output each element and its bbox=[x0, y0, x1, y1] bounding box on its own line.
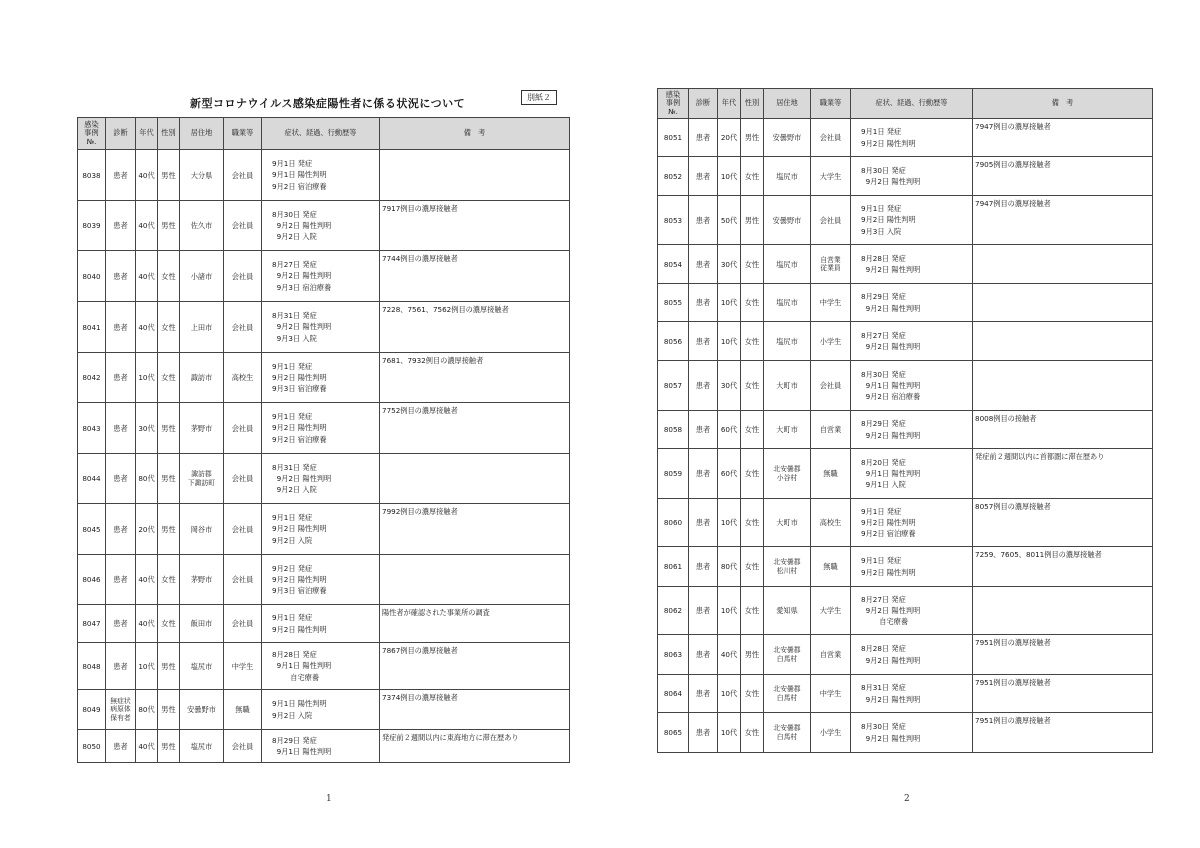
cell-notes: 8008例目の接触者 bbox=[973, 411, 1153, 449]
cell-age-group: 10代 bbox=[136, 643, 158, 690]
cell-residence: 大町市 bbox=[764, 499, 811, 547]
cell-age-group: 40代 bbox=[718, 635, 741, 675]
cell-diagnosis: 患者 bbox=[689, 587, 718, 635]
cell-course: 9月1日 陽性判明 9月2日 入院 bbox=[262, 690, 380, 730]
cell-occupation: 自営業 従業員 bbox=[811, 245, 851, 284]
header-residence: 居住地 bbox=[180, 118, 224, 150]
cell-notes: 7867例目の濃厚接触者 bbox=[380, 643, 570, 690]
cell-notes: 7744例目の濃厚接触者 bbox=[380, 251, 570, 302]
cell-notes: 8057例目の濃厚接触者 bbox=[973, 499, 1153, 547]
cell-course: 9月1日 発症 9月2日 陽性判明 9月2日 入院 bbox=[262, 504, 380, 555]
cell-age-group: 10代 bbox=[718, 499, 741, 547]
cell-age-group: 40代 bbox=[136, 555, 158, 605]
cell-case-number: 8039 bbox=[78, 201, 106, 251]
table-row bbox=[658, 411, 1153, 449]
cell-case-number: 8055 bbox=[658, 284, 689, 322]
cell-course: 8月27日 発症 9月2日 陽性判明 9月3日 宿泊療養 bbox=[262, 251, 380, 302]
cell-notes: 陽性者が確認された事業所の調査 bbox=[380, 605, 570, 643]
cell-case-number: 8063 bbox=[658, 635, 689, 675]
cell-course: 9月1日 発症 9月2日 陽性判明 9月2日 宿泊療養 bbox=[851, 499, 973, 547]
table-row bbox=[658, 547, 1153, 587]
table-row bbox=[78, 605, 570, 643]
cell-sex: 男性 bbox=[158, 504, 180, 555]
cell-sex: 女性 bbox=[741, 587, 764, 635]
cell-occupation: 会社員 bbox=[224, 150, 262, 201]
cell-residence: 安曇野市 bbox=[764, 119, 811, 157]
cell-residence: 諏訪郡 下諏訪町 bbox=[180, 454, 224, 504]
cell-course: 9月1日 発症 9月1日 陽性判明 9月2日 宿泊療養 bbox=[262, 150, 380, 201]
cell-diagnosis: 患者 bbox=[106, 454, 136, 504]
cell-course: 9月1日 発症 9月2日 陽性判明 9月3日 入院 bbox=[851, 196, 973, 245]
header-course: 症状、経過、行動歴等 bbox=[851, 89, 973, 119]
cell-occupation: 無職 bbox=[811, 547, 851, 587]
cell-notes: 7951例目の濃厚接触者 bbox=[973, 635, 1153, 675]
cell-course: 8月29日 発症 9月2日 陽性判明 bbox=[851, 284, 973, 322]
cell-diagnosis: 患者 bbox=[689, 411, 718, 449]
cell-case-number: 8045 bbox=[78, 504, 106, 555]
cell-notes: 7951例目の濃厚接触者 bbox=[973, 675, 1153, 713]
cell-case-number: 8040 bbox=[78, 251, 106, 302]
cell-diagnosis: 患者 bbox=[106, 150, 136, 201]
cell-residence: 上田市 bbox=[180, 302, 224, 353]
cell-sex: 男性 bbox=[158, 730, 180, 763]
cell-age-group: 20代 bbox=[718, 119, 741, 157]
table-row bbox=[658, 361, 1153, 411]
cell-case-number: 8049 bbox=[78, 690, 106, 730]
cell-course: 9月1日 発症 9月2日 陽性判明 9月3日 宿泊療養 bbox=[262, 353, 380, 403]
cell-case-number: 8065 bbox=[658, 713, 689, 753]
cell-residence: 塩尻市 bbox=[764, 245, 811, 284]
cell-occupation: 中学生 bbox=[811, 284, 851, 322]
cell-occupation: 無職 bbox=[224, 690, 262, 730]
page-number: 1 bbox=[326, 794, 332, 804]
cell-case-number: 8041 bbox=[78, 302, 106, 353]
cell-occupation: 会社員 bbox=[811, 361, 851, 411]
cell-residence: 茅野市 bbox=[180, 403, 224, 454]
cell-course: 8月30日 発症 9月2日 陽性判明 9月2日 入院 bbox=[262, 201, 380, 251]
cell-course: 8月27日 発症 9月2日 陽性判明 自宅療養 bbox=[851, 587, 973, 635]
cell-diagnosis: 患者 bbox=[106, 555, 136, 605]
cell-residence: 北安曇郡 白馬村 bbox=[764, 675, 811, 713]
cell-diagnosis: 患者 bbox=[689, 322, 718, 361]
cell-diagnosis: 患者 bbox=[689, 119, 718, 157]
cell-notes bbox=[973, 284, 1153, 322]
cell-sex: 男性 bbox=[741, 119, 764, 157]
cell-sex: 男性 bbox=[158, 201, 180, 251]
table-row bbox=[78, 504, 570, 555]
cell-sex: 女性 bbox=[158, 555, 180, 605]
cell-occupation: 高校生 bbox=[811, 499, 851, 547]
cell-age-group: 80代 bbox=[136, 454, 158, 504]
cell-course: 9月1日 発症 9月2日 陽性判明 bbox=[851, 119, 973, 157]
cell-course: 8月30日 発症 9月1日 陽性判明 9月2日 宿泊療養 bbox=[851, 361, 973, 411]
cell-age-group: 60代 bbox=[718, 411, 741, 449]
table-row bbox=[78, 201, 570, 251]
cell-residence: 茅野市 bbox=[180, 555, 224, 605]
cell-age-group: 10代 bbox=[718, 157, 741, 196]
cell-sex: 男性 bbox=[741, 196, 764, 245]
cell-notes: 7917例目の濃厚接触者 bbox=[380, 201, 570, 251]
cell-notes: 7905例目の濃厚接触者 bbox=[973, 157, 1153, 196]
cell-sex: 男性 bbox=[158, 643, 180, 690]
table-row bbox=[658, 449, 1153, 499]
cell-course: 8月31日 発症 9月2日 陽性判明 9月2日 入院 bbox=[262, 454, 380, 504]
cell-case-number: 8050 bbox=[78, 730, 106, 763]
table-row bbox=[78, 643, 570, 690]
table-row bbox=[78, 730, 570, 763]
cell-case-number: 8043 bbox=[78, 403, 106, 454]
cell-occupation: 会社員 bbox=[224, 251, 262, 302]
cell-occupation: 会社員 bbox=[224, 302, 262, 353]
cell-age-group: 40代 bbox=[136, 730, 158, 763]
table-row bbox=[658, 499, 1153, 547]
header-notes: 備 考 bbox=[380, 118, 570, 150]
cell-occupation: 大学生 bbox=[811, 587, 851, 635]
cell-occupation: 会社員 bbox=[224, 454, 262, 504]
cell-residence: 飯田市 bbox=[180, 605, 224, 643]
cell-age-group: 30代 bbox=[718, 361, 741, 411]
table-row bbox=[658, 284, 1153, 322]
header-course: 症状、経過、行動歴等 bbox=[262, 118, 380, 150]
header-occupation: 職業等 bbox=[224, 118, 262, 150]
cell-diagnosis: 患者 bbox=[689, 675, 718, 713]
header-notes: 備 考 bbox=[973, 89, 1153, 119]
cell-sex: 女性 bbox=[741, 361, 764, 411]
cell-case-number: 8064 bbox=[658, 675, 689, 713]
document-title: 新型コロナウイルス感染症陽性者に係る状況について bbox=[190, 97, 466, 110]
cell-age-group: 10代 bbox=[136, 353, 158, 403]
cell-age-group: 60代 bbox=[718, 449, 741, 499]
cell-notes: 7374例目の濃厚接触者 bbox=[380, 690, 570, 730]
cell-sex: 女性 bbox=[741, 411, 764, 449]
table-row bbox=[658, 119, 1153, 157]
cell-case-number: 8044 bbox=[78, 454, 106, 504]
cell-sex: 男性 bbox=[158, 403, 180, 454]
cell-age-group: 40代 bbox=[136, 150, 158, 201]
cell-notes bbox=[973, 587, 1153, 635]
header-age: 年代 bbox=[718, 89, 741, 119]
header-sex: 性別 bbox=[158, 118, 180, 150]
cell-residence: 大町市 bbox=[764, 411, 811, 449]
cell-sex: 女性 bbox=[741, 499, 764, 547]
cell-sex: 男性 bbox=[158, 150, 180, 201]
cell-course: 8月29日 発症 9月2日 陽性判明 bbox=[851, 411, 973, 449]
cell-sex: 女性 bbox=[158, 605, 180, 643]
cell-case-number: 8046 bbox=[78, 555, 106, 605]
cell-course: 8月30日 発症 9月2日 陽性判明 bbox=[851, 713, 973, 753]
cell-age-group: 10代 bbox=[718, 587, 741, 635]
cell-occupation: 自営業 bbox=[811, 635, 851, 675]
cell-course: 8月20日 発症 9月1日 陽性判明 9月1日 入院 bbox=[851, 449, 973, 499]
table-row bbox=[78, 690, 570, 730]
cell-residence: 佐久市 bbox=[180, 201, 224, 251]
cell-diagnosis: 患者 bbox=[106, 403, 136, 454]
cell-case-number: 8059 bbox=[658, 449, 689, 499]
cell-course: 8月29日 発症 9月1日 陽性判明 bbox=[262, 730, 380, 763]
cell-notes: 発症前２週間以内に首都圏に滞在歴あり bbox=[973, 449, 1153, 499]
cell-notes: 7947例目の濃厚接触者 bbox=[973, 196, 1153, 245]
cell-notes bbox=[380, 555, 570, 605]
cell-sex: 男性 bbox=[741, 635, 764, 675]
cell-sex: 女性 bbox=[158, 251, 180, 302]
header-diagnosis: 診断 bbox=[106, 118, 136, 150]
cell-notes: 7992例目の濃厚接触者 bbox=[380, 504, 570, 555]
cell-residence: 北安曇郡 白馬村 bbox=[764, 713, 811, 753]
cell-occupation: 小学生 bbox=[811, 713, 851, 753]
cell-course: 8月28日 発症 9月2日 陽性判明 bbox=[851, 635, 973, 675]
cell-residence: 塩尻市 bbox=[764, 284, 811, 322]
cell-age-group: 40代 bbox=[136, 251, 158, 302]
cell-occupation: 会社員 bbox=[224, 504, 262, 555]
cell-notes bbox=[973, 322, 1153, 361]
cell-diagnosis: 患者 bbox=[689, 157, 718, 196]
cell-occupation: 自営業 bbox=[811, 411, 851, 449]
cell-sex: 女性 bbox=[741, 157, 764, 196]
cell-case-number: 8042 bbox=[78, 353, 106, 403]
cell-residence: 塩尻市 bbox=[764, 322, 811, 361]
table-row bbox=[658, 196, 1153, 245]
header-sex: 性別 bbox=[741, 89, 764, 119]
cell-notes bbox=[973, 361, 1153, 411]
cell-occupation: 無職 bbox=[811, 449, 851, 499]
cell-residence: 北安曇郡 白馬村 bbox=[764, 635, 811, 675]
cell-case-number: 8038 bbox=[78, 150, 106, 201]
cell-residence: 安曇野市 bbox=[180, 690, 224, 730]
cell-course: 9月1日 発症 9月2日 陽性判明 9月2日 宿泊療養 bbox=[262, 403, 380, 454]
cell-age-group: 10代 bbox=[718, 284, 741, 322]
cell-occupation: 会社員 bbox=[811, 119, 851, 157]
cell-occupation: 会社員 bbox=[224, 730, 262, 763]
cell-case-number: 8054 bbox=[658, 245, 689, 284]
cases-table-page-2 bbox=[657, 88, 1153, 753]
cell-case-number: 8053 bbox=[658, 196, 689, 245]
table-row bbox=[658, 635, 1153, 675]
cell-case-number: 8048 bbox=[78, 643, 106, 690]
table-row bbox=[658, 245, 1153, 284]
cell-occupation: 会社員 bbox=[224, 403, 262, 454]
cell-age-group: 40代 bbox=[136, 201, 158, 251]
cell-residence: 塩尻市 bbox=[180, 643, 224, 690]
cell-notes: 7947例目の濃厚接触者 bbox=[973, 119, 1153, 157]
attachment-label: 別紙２ bbox=[521, 90, 557, 105]
cell-age-group: 10代 bbox=[718, 675, 741, 713]
cell-residence: 諏訪市 bbox=[180, 353, 224, 403]
cell-age-group: 30代 bbox=[136, 403, 158, 454]
cell-course: 8月28日 発症 9月1日 陽性判明 自宅療養 bbox=[262, 643, 380, 690]
cell-residence: 塩尻市 bbox=[180, 730, 224, 763]
cell-course: 8月31日 発症 9月2日 陽性判明 9月3日 入院 bbox=[262, 302, 380, 353]
cell-diagnosis: 患者 bbox=[106, 302, 136, 353]
cell-diagnosis: 患者 bbox=[106, 251, 136, 302]
cell-age-group: 10代 bbox=[718, 322, 741, 361]
cell-sex: 女性 bbox=[741, 675, 764, 713]
cell-sex: 女性 bbox=[741, 449, 764, 499]
cell-residence: 北安曇郡 小谷村 bbox=[764, 449, 811, 499]
cell-course: 9月1日 発症 9月2日 陽性判明 bbox=[851, 547, 973, 587]
table-row bbox=[658, 587, 1153, 635]
cell-residence: 安曇野市 bbox=[764, 196, 811, 245]
cell-course: 8月27日 発症 9月2日 陽性判明 bbox=[851, 322, 973, 361]
cell-case-number: 8047 bbox=[78, 605, 106, 643]
cell-residence: 大町市 bbox=[764, 361, 811, 411]
cell-diagnosis: 患者 bbox=[106, 201, 136, 251]
cell-case-number: 8058 bbox=[658, 411, 689, 449]
cell-diagnosis: 患者 bbox=[106, 353, 136, 403]
table-row bbox=[78, 353, 570, 403]
table-row bbox=[658, 713, 1153, 753]
cell-diagnosis: 患者 bbox=[689, 713, 718, 753]
cell-diagnosis: 患者 bbox=[689, 245, 718, 284]
cell-diagnosis: 患者 bbox=[689, 361, 718, 411]
cell-course: 8月31日 発症 9月2日 陽性判明 bbox=[851, 675, 973, 713]
cell-case-number: 8056 bbox=[658, 322, 689, 361]
table-row bbox=[78, 403, 570, 454]
table-row bbox=[78, 302, 570, 353]
cell-age-group: 50代 bbox=[718, 196, 741, 245]
cell-course: 9月1日 発症 9月2日 陽性判明 bbox=[262, 605, 380, 643]
cell-notes: 7681、7932例目の濃厚接触者 bbox=[380, 353, 570, 403]
cell-age-group: 80代 bbox=[718, 547, 741, 587]
cell-occupation: 会社員 bbox=[224, 605, 262, 643]
header-residence: 居住地 bbox=[764, 89, 811, 119]
cell-sex: 女性 bbox=[741, 284, 764, 322]
cell-notes: 7259、7605、8011例目の濃厚接触者 bbox=[973, 547, 1153, 587]
cell-residence: 北安曇郡 松川村 bbox=[764, 547, 811, 587]
cases-table-page-1 bbox=[77, 117, 570, 763]
cell-sex: 男性 bbox=[158, 454, 180, 504]
header-age: 年代 bbox=[136, 118, 158, 150]
cell-residence: 大分県 bbox=[180, 150, 224, 201]
cell-diagnosis: 患者 bbox=[106, 730, 136, 763]
cell-sex: 女性 bbox=[741, 547, 764, 587]
header-case-no: 感染 事例 №. bbox=[658, 89, 689, 119]
page-number: 2 bbox=[904, 794, 910, 804]
cell-notes: 発症前２週間以内に東海地方に滞在歴あり bbox=[380, 730, 570, 763]
cell-occupation: 中学生 bbox=[224, 643, 262, 690]
cell-notes bbox=[380, 454, 570, 504]
cell-residence: 小諸市 bbox=[180, 251, 224, 302]
cell-case-number: 8052 bbox=[658, 157, 689, 196]
cell-diagnosis: 患者 bbox=[106, 643, 136, 690]
table-row bbox=[658, 675, 1153, 713]
cell-residence: 岡谷市 bbox=[180, 504, 224, 555]
cell-diagnosis: 患者 bbox=[106, 504, 136, 555]
cell-sex: 女性 bbox=[741, 322, 764, 361]
cell-occupation: 会社員 bbox=[224, 201, 262, 251]
cell-occupation: 会社員 bbox=[224, 555, 262, 605]
cell-occupation: 小学生 bbox=[811, 322, 851, 361]
cell-diagnosis: 患者 bbox=[689, 284, 718, 322]
cell-age-group: 20代 bbox=[136, 504, 158, 555]
cell-notes: 7951例目の濃厚接触者 bbox=[973, 713, 1153, 753]
cell-occupation: 中学生 bbox=[811, 675, 851, 713]
cell-occupation: 高校生 bbox=[224, 353, 262, 403]
page-2 bbox=[600, 0, 1200, 848]
cell-sex: 男性 bbox=[158, 690, 180, 730]
table-row bbox=[78, 150, 570, 201]
cell-occupation: 会社員 bbox=[811, 196, 851, 245]
table-row bbox=[658, 157, 1153, 196]
cell-course: 8月28日 発症 9月2日 陽性判明 bbox=[851, 245, 973, 284]
cell-course: 8月30日 発症 9月2日 陽性判明 bbox=[851, 157, 973, 196]
cell-diagnosis: 患者 bbox=[689, 499, 718, 547]
header-diagnosis: 診断 bbox=[689, 89, 718, 119]
cell-sex: 女性 bbox=[741, 713, 764, 753]
cell-residence: 塩尻市 bbox=[764, 157, 811, 196]
table-row bbox=[78, 251, 570, 302]
table-row bbox=[658, 322, 1153, 361]
table-row bbox=[78, 454, 570, 504]
table-header-row bbox=[658, 89, 1153, 119]
header-case-no: 感染 事例 №. bbox=[78, 118, 106, 150]
cell-notes bbox=[973, 245, 1153, 284]
cell-case-number: 8060 bbox=[658, 499, 689, 547]
cell-case-number: 8062 bbox=[658, 587, 689, 635]
cell-sex: 女性 bbox=[741, 245, 764, 284]
cell-diagnosis: 患者 bbox=[689, 449, 718, 499]
cell-residence: 愛知県 bbox=[764, 587, 811, 635]
cell-sex: 女性 bbox=[158, 302, 180, 353]
cell-age-group: 40代 bbox=[136, 605, 158, 643]
cell-diagnosis: 患者 bbox=[689, 635, 718, 675]
cell-diagnosis: 患者 bbox=[689, 547, 718, 587]
cell-age-group: 80代 bbox=[136, 690, 158, 730]
cell-case-number: 8061 bbox=[658, 547, 689, 587]
cell-notes: 7752例目の濃厚接触者 bbox=[380, 403, 570, 454]
cell-diagnosis: 患者 bbox=[106, 605, 136, 643]
cell-age-group: 40代 bbox=[136, 302, 158, 353]
cell-age-group: 10代 bbox=[718, 713, 741, 753]
cell-sex: 女性 bbox=[158, 353, 180, 403]
cell-notes bbox=[380, 150, 570, 201]
table-row bbox=[78, 555, 570, 605]
cell-occupation: 大学生 bbox=[811, 157, 851, 196]
cell-diagnosis: 無症状 病原体 保有者 bbox=[106, 690, 136, 730]
cell-age-group: 30代 bbox=[718, 245, 741, 284]
header-occupation: 職業等 bbox=[811, 89, 851, 119]
cell-case-number: 8057 bbox=[658, 361, 689, 411]
cell-case-number: 8051 bbox=[658, 119, 689, 157]
table-header-row bbox=[78, 118, 570, 150]
cell-diagnosis: 患者 bbox=[689, 196, 718, 245]
cell-notes: 7228、7561、7562例目の濃厚接触者 bbox=[380, 302, 570, 353]
cell-course: 9月2日 発症 9月2日 陽性判明 9月3日 宿泊療養 bbox=[262, 555, 380, 605]
